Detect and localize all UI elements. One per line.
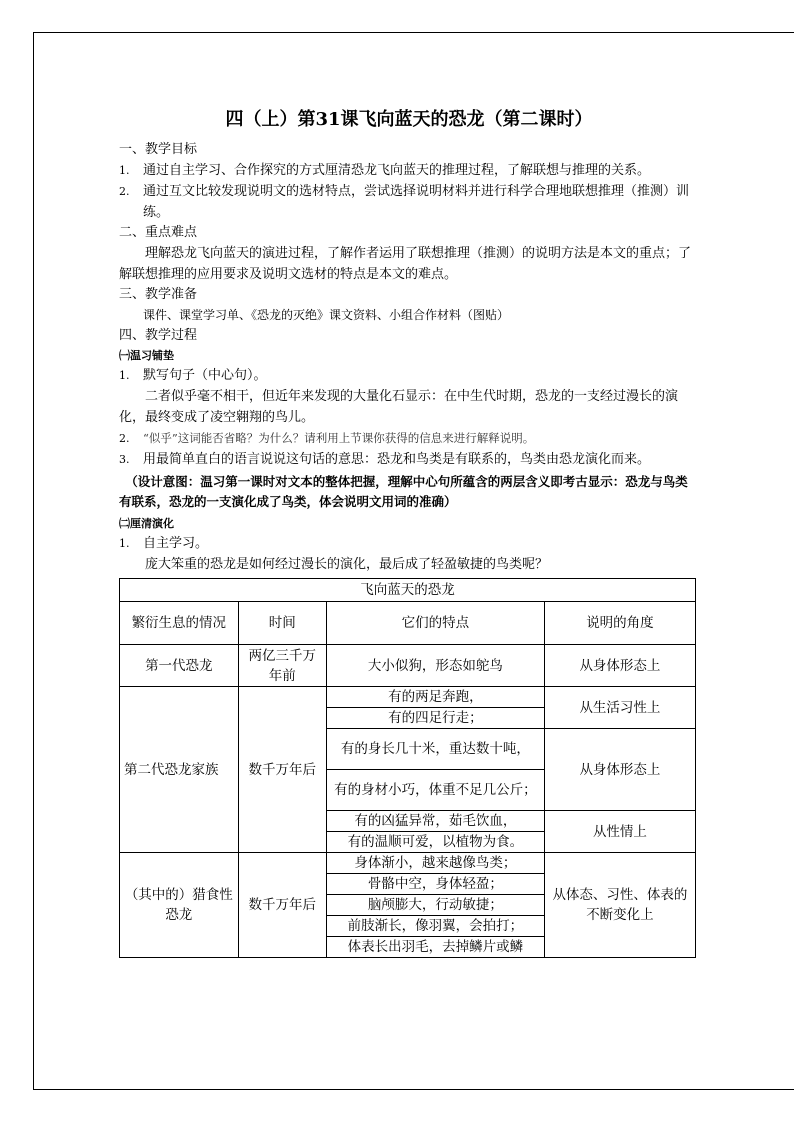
goal-item-1-text: 通过自主学习、合作探究的方式厘清恐龙飞向蓝天的推理过程，了解联想与推理的关系。 <box>143 163 651 178</box>
part2-heading: ㈡厘清演化 <box>119 517 174 530</box>
gen3-feature-3: 脑颅膨大，行动敏捷； <box>326 895 544 916</box>
gen1-angle: 从身体形态上 <box>544 645 695 687</box>
goal-item-2 <box>119 181 699 223</box>
header-situation: 繁衍生息的情况 <box>120 602 239 645</box>
gen3-angle: 从体态、习性、体表的不断变化上 <box>544 853 695 958</box>
goal-item-1-num: 1. <box>119 164 130 177</box>
page-title: 四（上）第31课飞向蓝天的恐龙（第二课时） <box>225 109 593 130</box>
table-row <box>120 645 696 687</box>
section-prep-heading: 三、教学准备 <box>119 287 198 302</box>
section-key-text: 理解恐龙飞向蓝天的演进过程，了解作者运用了联想推理（推测）的说明方法是本文的重点；了解联想推理的应用要求及说明文选材的特点是本文的难点。 <box>119 246 692 282</box>
gen3-feature-2: 骨骼中空，身体轻盈； <box>326 874 544 895</box>
gen2-feature-3: 有的身长几十米，重达数十吨， <box>326 729 544 770</box>
gen3-feature-5: 体表长出羽毛，去掉鳞片或鳞 <box>326 937 544 958</box>
gen1-feature: 大小似狗，形态如鸵鸟 <box>326 645 544 687</box>
design-intent: （设计意图：温习第一课时对文本的整体把握，理解中心句所蕴含的两层含义即考古显示：恐龙与鸟类有联系，恐龙的一支演化成了鸟类，体会说明文用词的准确） <box>119 474 688 509</box>
part1-heading: ㈠温习铺垫 <box>119 349 174 362</box>
gen2-angle-3: 从性情上 <box>544 811 695 853</box>
part2-item-1 <box>119 533 699 554</box>
header-features: 它们的特点 <box>326 602 544 645</box>
table-row <box>120 853 696 874</box>
section-goals-heading: 一、教学目标 <box>119 142 198 157</box>
gen2-feature-1: 有的两足奔跑， <box>326 687 544 708</box>
gen2-angle-1: 从生活习性上 <box>544 687 695 729</box>
gen2-time: 数千万年后 <box>238 687 326 853</box>
part1-item-1-num: 1. <box>119 369 130 382</box>
part1-item-3-num: 3. <box>119 453 130 466</box>
gen3-feature-4: 前肢渐长，像羽翼，会拍打； <box>326 916 544 937</box>
part1-item-1-text: 默写句子（中心句）。 <box>143 368 267 383</box>
part1-item-1 <box>119 365 699 386</box>
part1-item-2 <box>119 428 699 449</box>
header-angle: 说明的角度 <box>544 602 695 645</box>
section-key-heading: 二、重点难点 <box>119 225 198 240</box>
gen3-name: （其中的）猎食性恐龙 <box>120 853 239 958</box>
gen2-feature-4: 有的身材小巧，体重不足几公斤； <box>326 770 544 811</box>
gen2-name: 第二代恐龙家族 <box>120 687 239 853</box>
part1-item-3 <box>119 449 699 470</box>
gen2-feature-2: 有的四足行走； <box>326 708 544 729</box>
part1-quote: 二者似乎毫不相干，但近年来发现的大量化石显示：在中生代时期，恐龙的一支经过漫长的演化，最终变成了凌空翱翔的鸟儿。 <box>119 389 679 425</box>
gen2-feature-5: 有的凶猛异常，茹毛饮血， <box>326 811 544 832</box>
part2-question: 庞大笨重的恐龙是如何经过漫长的演化，最后成了轻盈敏捷的鸟类呢？ <box>145 557 549 572</box>
part2-item-1-text: 自主学习。 <box>143 536 209 551</box>
section-prep-text: 课件、课堂学习单、《恐龙的灭绝》课文资料、小组合作材料（图贴） <box>143 308 510 322</box>
section-process-heading: 四、教学过程 <box>119 328 198 343</box>
table-header-row <box>120 602 696 645</box>
table-row <box>120 687 696 708</box>
goal-item-2-num: 2. <box>119 185 130 198</box>
part1-item-2-text: “似乎”这词能否省略？为什么？请利用上节课你获得的信息来进行解释说明。 <box>143 431 535 445</box>
gen1-name: 第一代恐龙 <box>120 645 239 687</box>
part2-item-1-num: 1. <box>119 537 130 550</box>
document-body <box>119 108 699 958</box>
evolution-table <box>119 578 696 958</box>
header-time: 时间 <box>238 602 326 645</box>
goal-item-1 <box>119 160 699 181</box>
part1-item-3-text: 用最简单直白的语言说说这句话的意思：恐龙和鸟类是有联系的，鸟类由恐龙演化而来。 <box>143 452 651 467</box>
gen3-time: 数千万年后 <box>238 853 326 958</box>
gen3-feature-1: 身体渐小，越来越像鸟类； <box>326 853 544 874</box>
gen2-feature-6: 有的温顺可爱，以植物为食。 <box>326 832 544 853</box>
gen1-time: 两亿三千万年前 <box>238 645 326 687</box>
goal-item-2-text: 通过互文比较发现说明文的选材特点，尝试选择说明材料并进行科学合理地联想推理（推测）训练。 <box>143 184 690 220</box>
part1-item-2-num: 2. <box>119 432 130 445</box>
gen2-angle-2: 从身体形态上 <box>544 729 695 811</box>
table-caption: 飞向蓝天的恐龙 <box>120 579 696 602</box>
